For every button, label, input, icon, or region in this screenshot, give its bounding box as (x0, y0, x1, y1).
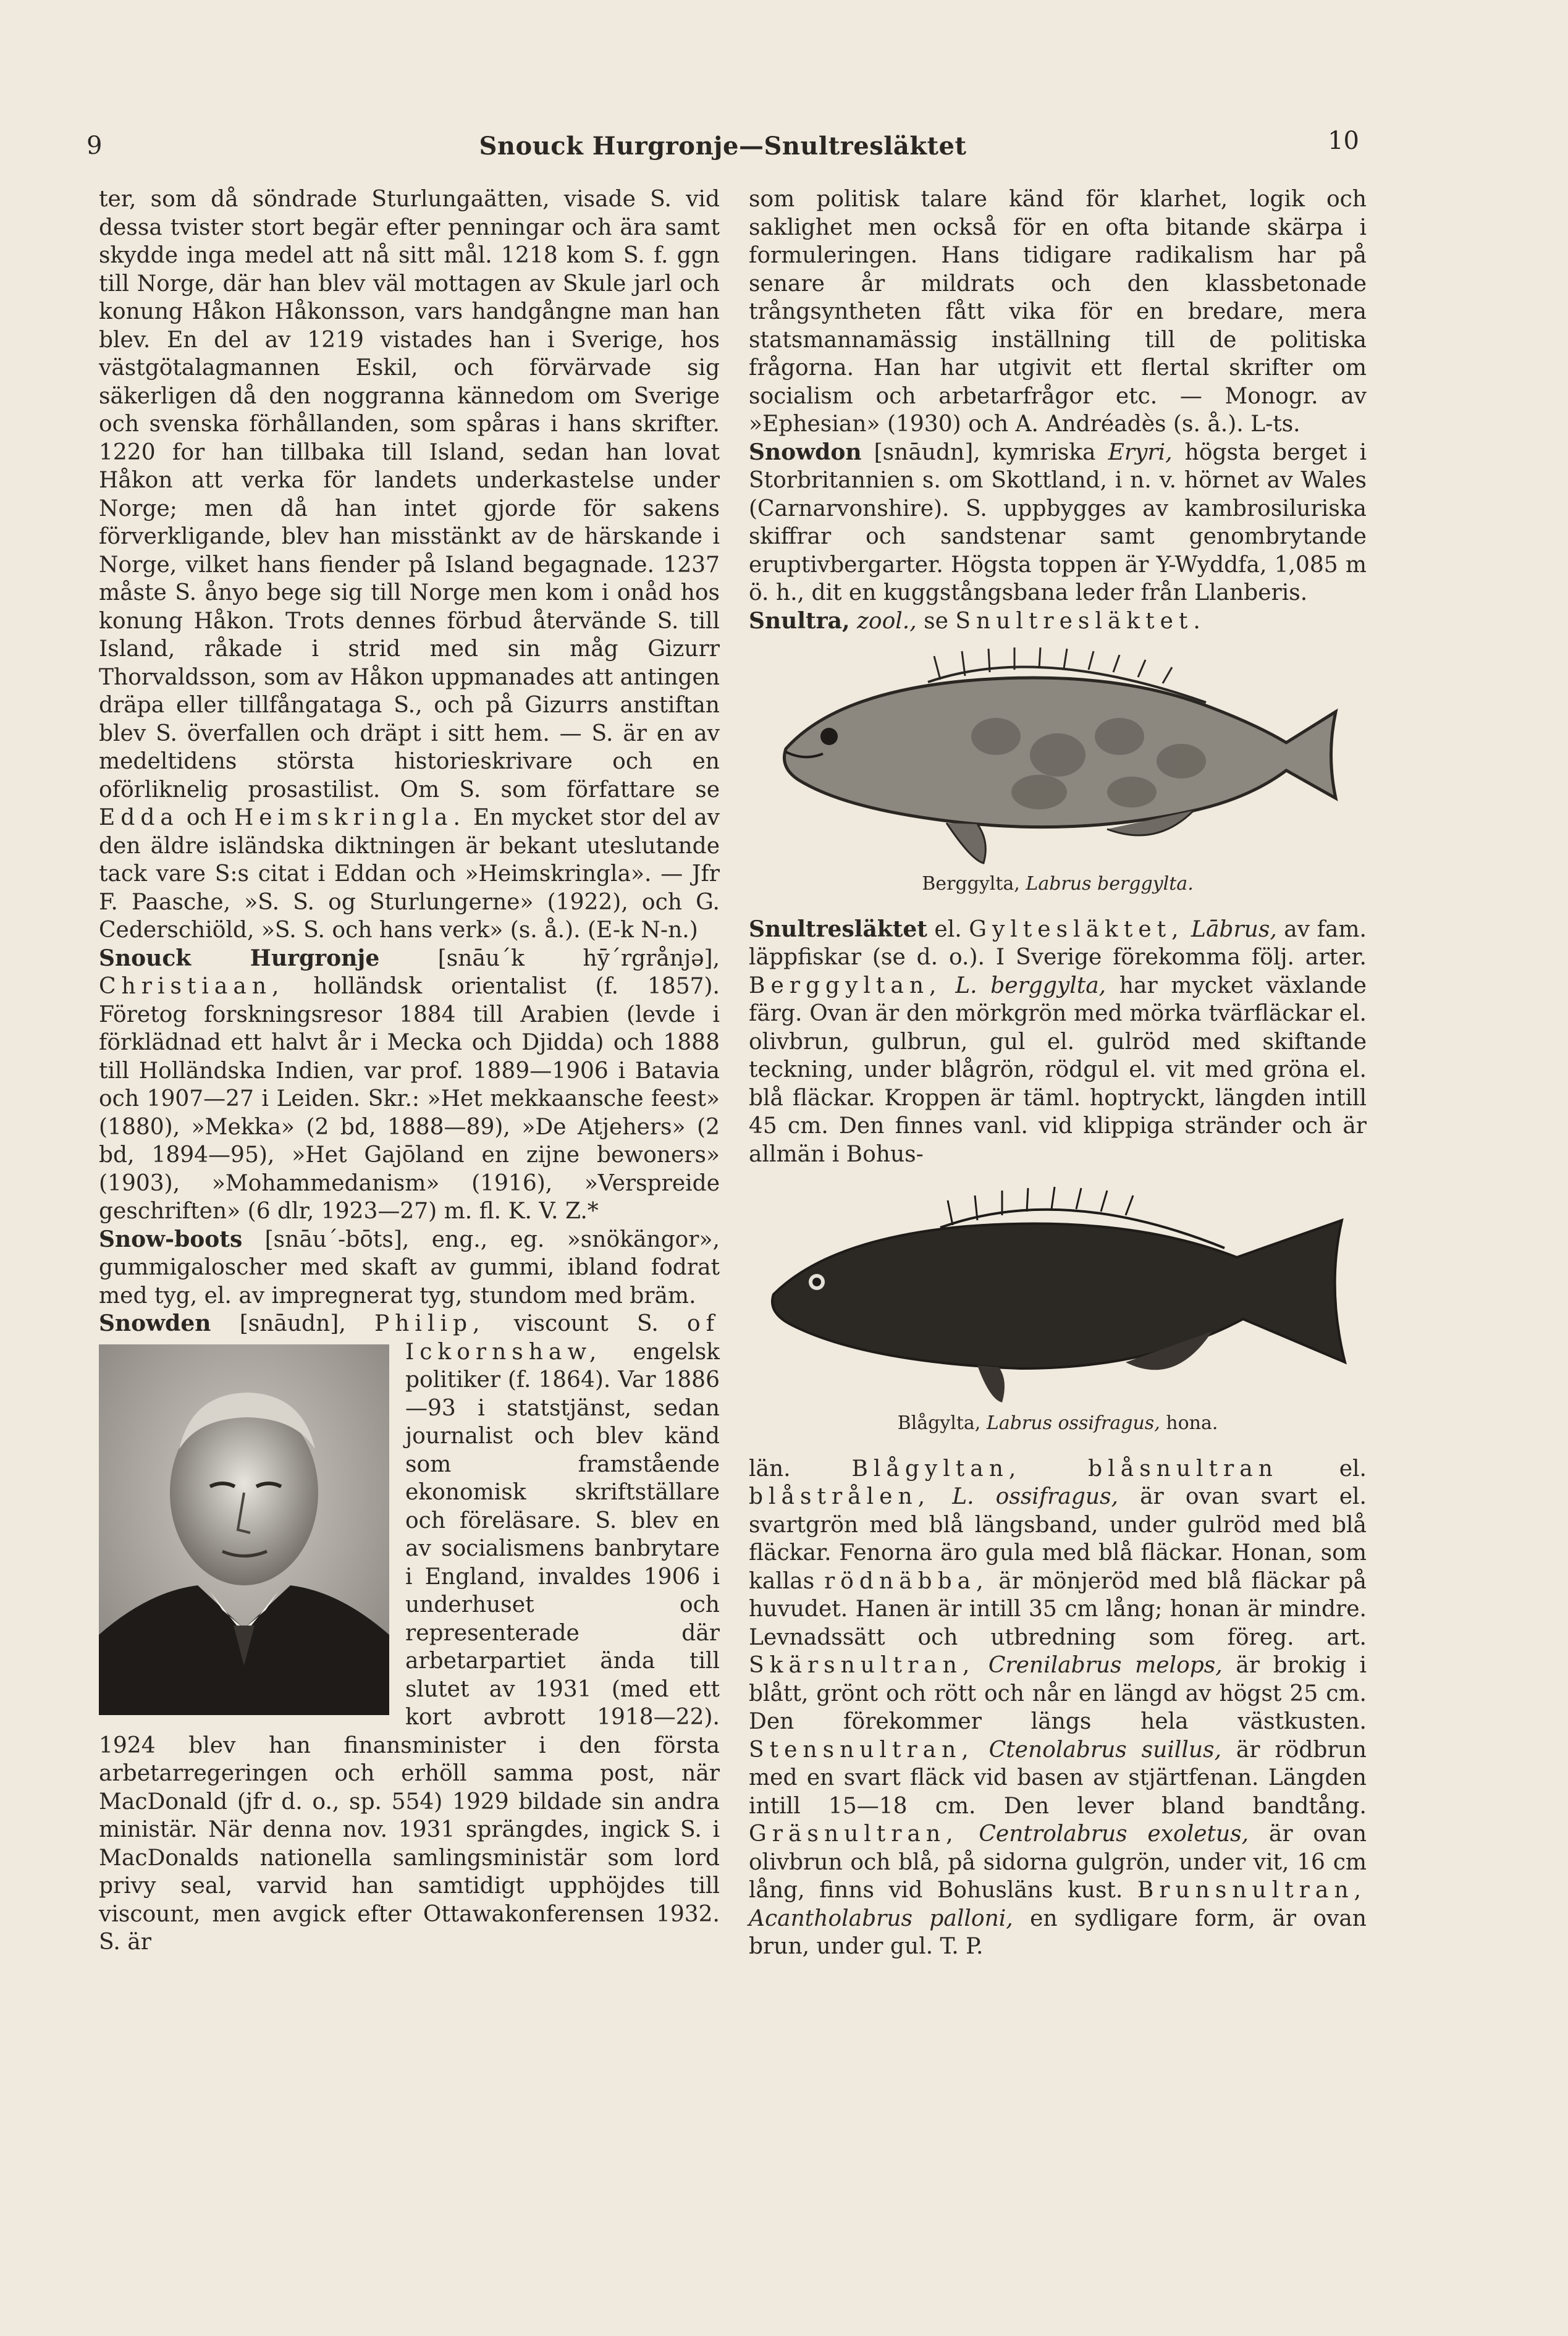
blagylta-figure (749, 1177, 1367, 1438)
entry-headword: Snowdon (749, 439, 862, 465)
snowden-portrait-photo (99, 1344, 389, 1715)
entry-headword: Snultra, (749, 607, 850, 634)
left-column (99, 185, 720, 1957)
right-column (749, 185, 1367, 1961)
entry-headword: Snow-boots (99, 1226, 243, 1252)
berggylta-fish-illustration (761, 644, 1354, 866)
snow-boots-entry: Snow-boots [snāu´-bōts], eng., eg. »snökängor», gummigaloscher med skaft av gummi, ibland fodrat med tyg, el. av impregnerat tyg, stundom med bräm. (99, 1226, 720, 1309)
running-title: Snouck Hurgronje—Snultresläktet (479, 132, 967, 161)
page-number-right: 10 (1328, 127, 1359, 155)
blagylta-fish-illustration (755, 1177, 1360, 1406)
hurgronje-entry: Snouck Hurgronje [snāu´k hȳ´rgrånjə], Christiaan, holländsk orientalist (f. 1857). Företog forskningsresor 1884 till Arabien (levde i förklädnad ett halvt år i Mecka och Djidda) och 1888 till Holländska Indien, var prof. 1889—1906 i Batavia och 1907—27 i Leiden. Skr.: »Het mekkaansche feest» (1880), »Mekka» (2 bd, 1888—89), »De Atjehers» (2 bd, 1894—95), »Het Gajōland en zijne bewoners» (1903), »Mohammedanism» (1916), »Verspreide geschriften» (6 dlr, 1923—27) m. fl. K. V. Z.* (99, 945, 720, 1224)
sturluson-entry-continuation: ter, som då söndrade Sturlungaätten, visade S. vid dessa tvister stort begär efter penningar och ära samt skydde inga medel att nå sitt mål. 1218 kom S. f. ggn till Norge, där han blev väl mottagen av Skule jarl och konung Håkon Håkonsson, vars handgångne man han blev. En del av 1219 vistades han i Sverige, hos västgötalagmannen Eskil, och förvärvade sig säkerligen då den noggranna kännedom om Sverige och svenska förhållanden, som spåras i hans skrifter. 1220 for han tillbaka till Island, sedan han lovat Håkon att verka för landets underkastelse under Norge; men då han intet gjorde för sakens förverkligande, blev han misstänkt av de härskande i Norge, vilket hans fiender på Island begagnade. 1237 måste S. ånyo bege sig till Norge men kom i onåd hos konung Håkon. Trots dennes förbud återvände S. till Island, råkade i strid med sin måg Gizurr Thorvaldsson, som av Håkon uppmanades att antingen dräpa eller tillfångataga S., och på Gizurrs anstiftan blev S. överfallen och dräpt i sitt hem. — S. är en av medeltidens största historieskrivare och en oförliknelig prosastilist. Om S. som författare se Edda och Heimskringla. En mycket stor del av den äldre isländska diktningen är bekant uteslutande tack vare S:s citat i Eddan och »Heimskringla». — Jfr F. Paasche, »S. S. og Sturlungerne» (1922), och G. Cederschiöld, »S. S. och hans verk» (s. å.). (E-k N-n.) (99, 187, 720, 943)
figure-caption: Blågylta, Labrus ossifragus, hona. (897, 1412, 1218, 1434)
snultra-entry: Snultra, zool., se Snultresläktet. (749, 607, 1206, 634)
figure-caption: Berggylta, Labrus berggylta. (922, 873, 1194, 895)
page-header (86, 127, 1359, 170)
entry-headword: Snowden (99, 1310, 211, 1336)
snowdon-entry: Snowdon [snāudn], kymriska Eryri, högsta berget i Storbritannien s. om Skottland, i n. v. hörnet av Wales (Carnarvonshire). S. uppbygges av kambrosiluriska skiffrar och sandstenar samt genombrytande eruptivbergarter. Högsta toppen är Y-Wyddfa, 1,085 m ö. h., dit en kuggstångsbana leder från Llanberis. (749, 439, 1367, 605)
berggylta-figure (749, 644, 1367, 898)
blagyltan-entry: län. Blågyltan, blåsnultran el. blåstrålen, L. ossifragus, är ovan svart el. svartgrön med blå längsband, under gulröd med blå fläckar. Fenorna äro gula med blå fläckar. Honan, som kallas rödnäbba, är mönjeröd med blå fläckar på huvudet. Hanen är intill 35 cm lång; honan är mindre. Levnadssätt och utbredning som föreg. art. Skärsnultran, Crenilabrus melops, är brokig i blått, grönt och rött och når en längd av högst 25 cm. Den förekommer längs hela västkusten. Stensnultran, Ctenolabrus suillus, är rödbrun med en svart fläck vid basen av stjärtfenan. Längden intill 15—18 cm. Den lever bland bandtång. Gräsnultran, Centrolabrus exoletus, är ovan olivbrun och blå, på sidorna gulgrön, under vit, 16 cm lång, finns vid Bohusläns kust. Brunsnultran, Acantholabrus palloni, en sydligare form, är ovan brun, under gul. T. P. (749, 1456, 1367, 1959)
page-number-left: 9 (86, 132, 103, 160)
snowden-entry: Snowden [snāudn], Philip, viscount S. of Ickornshaw, engelsk politiker (f. 1864). Var 1886—93 i statstjänst, sedan journalist och blev känd som framstående ekonomisk skriftställare och föreläsare. S. blev en av socialismens banbrytare i England, invaldes 1906 i underhuset och representerade där arbetarpartiet ända till slutet av 1931 (med ett kort avbrott 1918—22). 1924 blev han finansminister i den första arbetarregeringen och erhöll samma post, när MacDonald (jfr d. o., sp. 554) 1929 bildade sin andra ministär. När denna nov. 1931 sprängdes, ingick S. i MacDonalds nationella samlingsministär som lord privy seal, varvid han samtidigt upphöjdes till viscount, men avgick efter Ottawakonferensen 1932. S. är (99, 1310, 720, 1955)
entry-headword: Snultresläktet (749, 916, 927, 942)
entry-headword: Snouck Hurgronje (99, 945, 380, 971)
portrait-image (99, 1344, 389, 1715)
snultreslaktet-entry: Snultresläktet el. Gyltesläktet, Lābrus, av fam. läppfiskar (se d. o.). I Sverige förekomma följ. arter. Berggyltan, L. berggylta, har mycket växlande färg. Ovan är den mörkgrön med mörka tvärfläckar el. olivbrun, gulbrun, gul el. gulröd med skiftande teckning, under blågrön, rödgul el. vit med gröna el. blå fläckar. Kroppen är täml. hoptryckt, längden intill 45 cm. Den finnes vanl. vid klippiga stränder och är allmän i Bohus- (749, 916, 1367, 1167)
snowden-entry-continuation: som politisk talare känd för klarhet, logik och saklighet men också för en ofta bitande skärpa i formuleringen. Hans tidigare radikalism har på senare år mildrats och den klassbetonade trångsyntheten fått vika för en bredare, mera statsmannamässig inställning till de politiska frågorna. Han har utgivit ett flertal skrifter om socialism och arbetarfrågor etc. — Monogr. av »Ephesian» (1930) och A. Andréadès (s. å.). L-ts. (749, 187, 1367, 437)
